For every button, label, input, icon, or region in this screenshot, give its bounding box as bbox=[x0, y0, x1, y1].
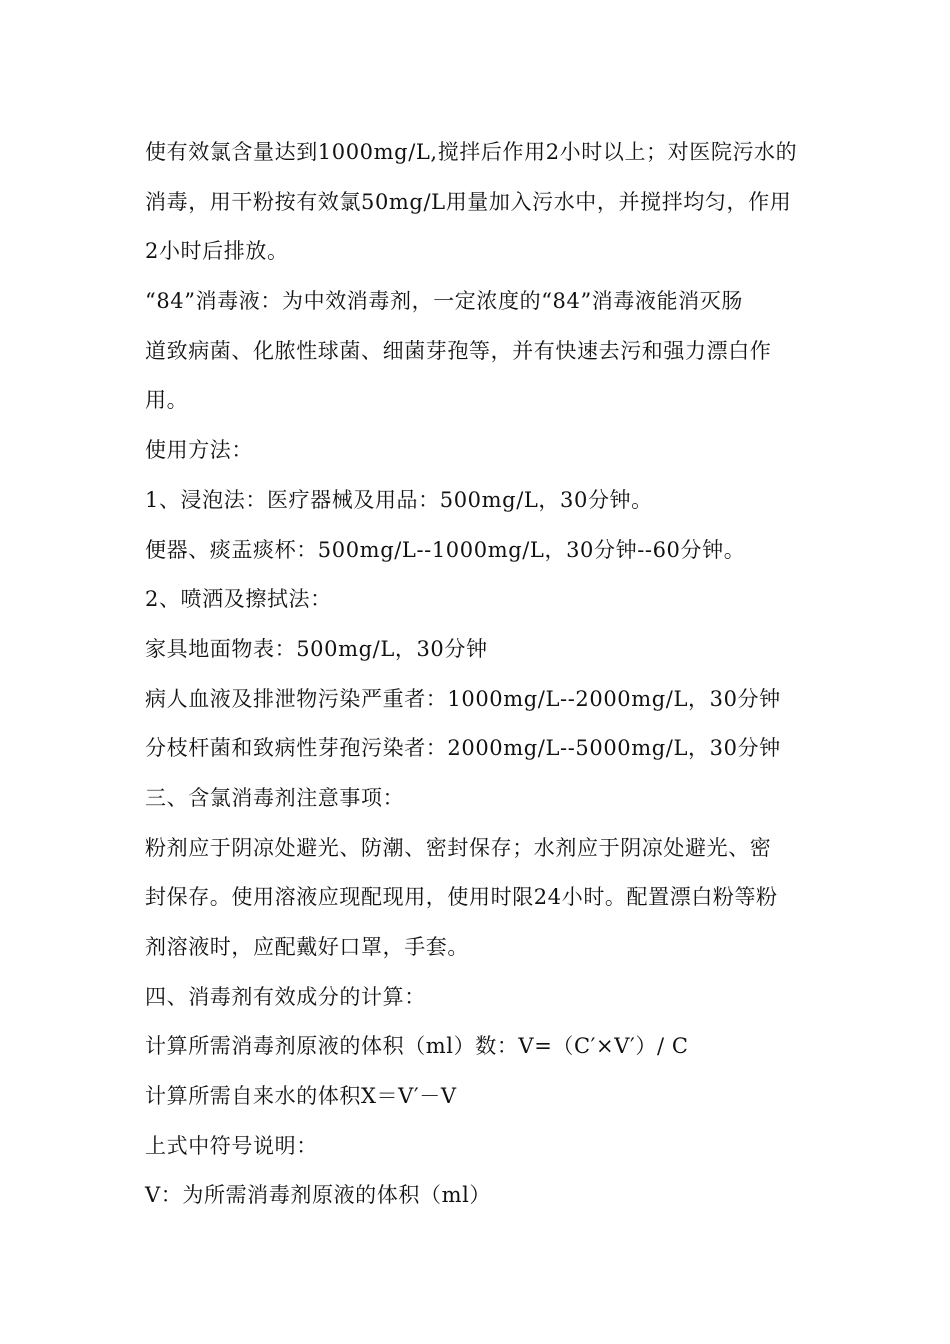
text-line: 剂溶液时，应配戴好口罩，手套。 bbox=[145, 935, 469, 959]
text-line: 使有效氯含量达到1000mg/L,搅拌后作用2小时以上；对医院污水的 bbox=[145, 140, 798, 164]
section-heading: 使用方法： bbox=[145, 438, 253, 462]
text-line: “84”消毒液：为中效消毒剂，一定浓度的“84”消毒液能消灭肠 bbox=[145, 289, 743, 313]
text-line: 道致病菌、化脓性球菌、细菌芽孢等，并有快速去污和强力漂白作 bbox=[145, 339, 772, 363]
text-line: 上式中符号说明： bbox=[145, 1134, 318, 1158]
text-line: 2、喷洒及擦拭法： bbox=[145, 587, 332, 611]
text-line: V：为所需消毒剂原液的体积（ml） bbox=[145, 1183, 491, 1207]
text-line: 家具地面物表：500mg/L，30分钟 bbox=[145, 637, 488, 661]
text-line: 粉剂应于阴凉处避光、防潮、密封保存；水剂应于阴凉处避光、密 bbox=[145, 836, 772, 860]
text-line: 1、浸泡法：医疗器械及用品：500mg/L，30分钟。 bbox=[145, 488, 653, 512]
text-line: 用。 bbox=[145, 388, 189, 412]
text-line: 便器、痰盂痰杯：500mg/L--1000mg/L，30分钟--60分钟。 bbox=[145, 538, 746, 562]
text-line: 消毒，用干粉按有效氯50mg/L用量加入污水中，并搅拌均匀，作用 bbox=[145, 190, 792, 214]
formula-line: 计算所需自来水的体积X＝V′－V bbox=[145, 1084, 457, 1108]
section-heading: 四、消毒剂有效成分的计算： bbox=[145, 985, 426, 1009]
text-line: 封保存。使用溶液应现配现用，使用时限24小时。配置漂白粉等粉 bbox=[145, 885, 778, 909]
formula-line: 计算所需消毒剂原液的体积（ml）数：V=（C′×V′）/ C bbox=[145, 1034, 689, 1058]
text-line: 分枝杆菌和致病性芽孢污染者：2000mg/L--5000mg/L，30分钟 bbox=[145, 736, 781, 760]
text-line: 病人血液及排泄物污染严重者：1000mg/L--2000mg/L，30分钟 bbox=[145, 687, 781, 711]
section-heading: 三、含氯消毒剂注意事项： bbox=[145, 786, 405, 810]
text-line: 2小时后排放。 bbox=[145, 239, 289, 263]
